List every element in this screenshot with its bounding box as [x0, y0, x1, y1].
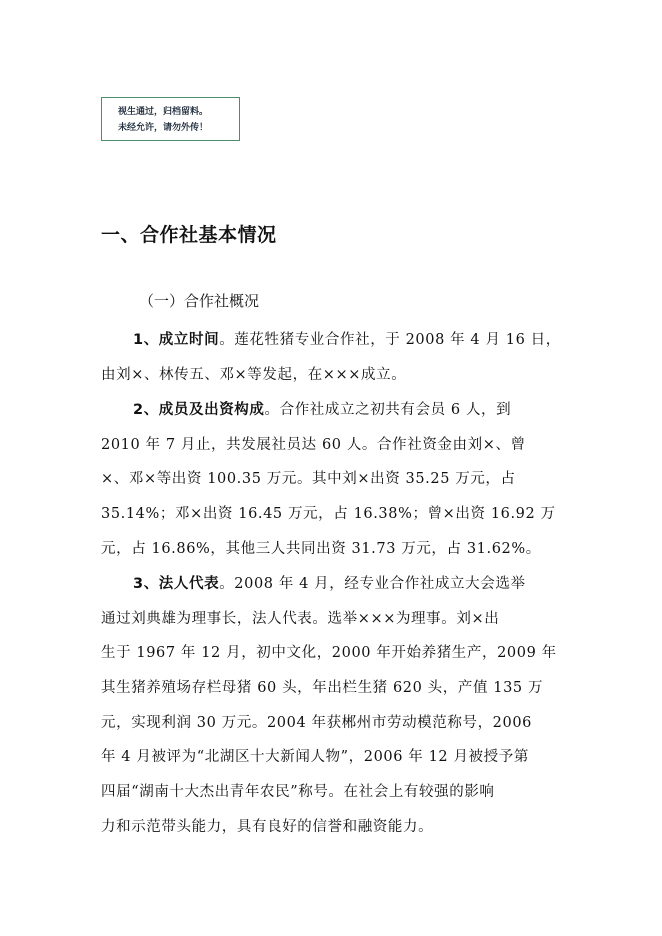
p3-line-7: 四届“湖南十大杰出青年农民”称号。在社会上有较强的影响 — [101, 784, 495, 800]
p2-line-4: 35.14%；邓×出资 16.45 万元，占 16.38%；曾×出资 16.92 万 — [101, 506, 556, 522]
p2-line-3: ×、邓×等出资 100.35 万元。其中刘×出资 35.25 万元，占 — [101, 471, 516, 487]
p3-line-8: 力和示范带头能力，具有良好的信誉和融资能力。 — [101, 819, 434, 835]
p3-line-6: 年 4 月被评为“北湖区十大新闻人物”，2006 年 12 月被授予第 — [101, 749, 529, 765]
p3-line-5: 元，实现利润 30 万元。2004 年获郴州市劳动模范称号，2006 — [101, 715, 532, 731]
p1-line-1: 1、成立时间。莲花牲猪专业合作社，于 2008 年 4 月 16 日， — [133, 332, 561, 348]
p1-line-2: 由刘×、林传五、邓×等发起，在×××成立。 — [101, 367, 407, 383]
p1-label: 1、成立时间 — [133, 332, 220, 348]
section-heading: 一、合作社基本情况 — [101, 224, 277, 246]
p3-label: 3、法人代表 — [133, 576, 220, 592]
p2-line-2: 2010 年 7 月止，共发展社员达 60 人。合作社资金由刘×、曾 — [101, 437, 526, 453]
p2-line-1: 2、成员及出资构成。合作社成立之初共有会员 6 人，到 — [133, 402, 512, 418]
p2-line-5: 元，占 16.86%，其他三人共同出资 31.73 万元，占 31.62%。 — [101, 541, 541, 557]
p3-line-2: 通过刘典雄为理事长，法人代表。选举×××为理事。刘×出 — [101, 611, 500, 627]
p3-line-4: 其生猪养殖场存栏母猪 60 头，年出栏生猪 620 头，产值 135 万 — [101, 680, 544, 696]
stamp-line-2: 未经允许，请勿外传！ — [118, 123, 209, 133]
subsection-heading: （一）合作社概况 — [139, 292, 260, 310]
p3-line-3: 生于 1967 年 12 月，初中文化，2000 年开始养猪生产，2009 年 — [101, 645, 557, 661]
p2-label: 2、成员及出资构成 — [133, 402, 265, 418]
confidential-stamp — [101, 97, 240, 141]
p3-line-1: 3、法人代表。2008 年 4 月，经专业合作社成立大会选举 — [133, 576, 526, 592]
stamp-line-1: 视生通过，归档留料。 — [118, 107, 209, 117]
